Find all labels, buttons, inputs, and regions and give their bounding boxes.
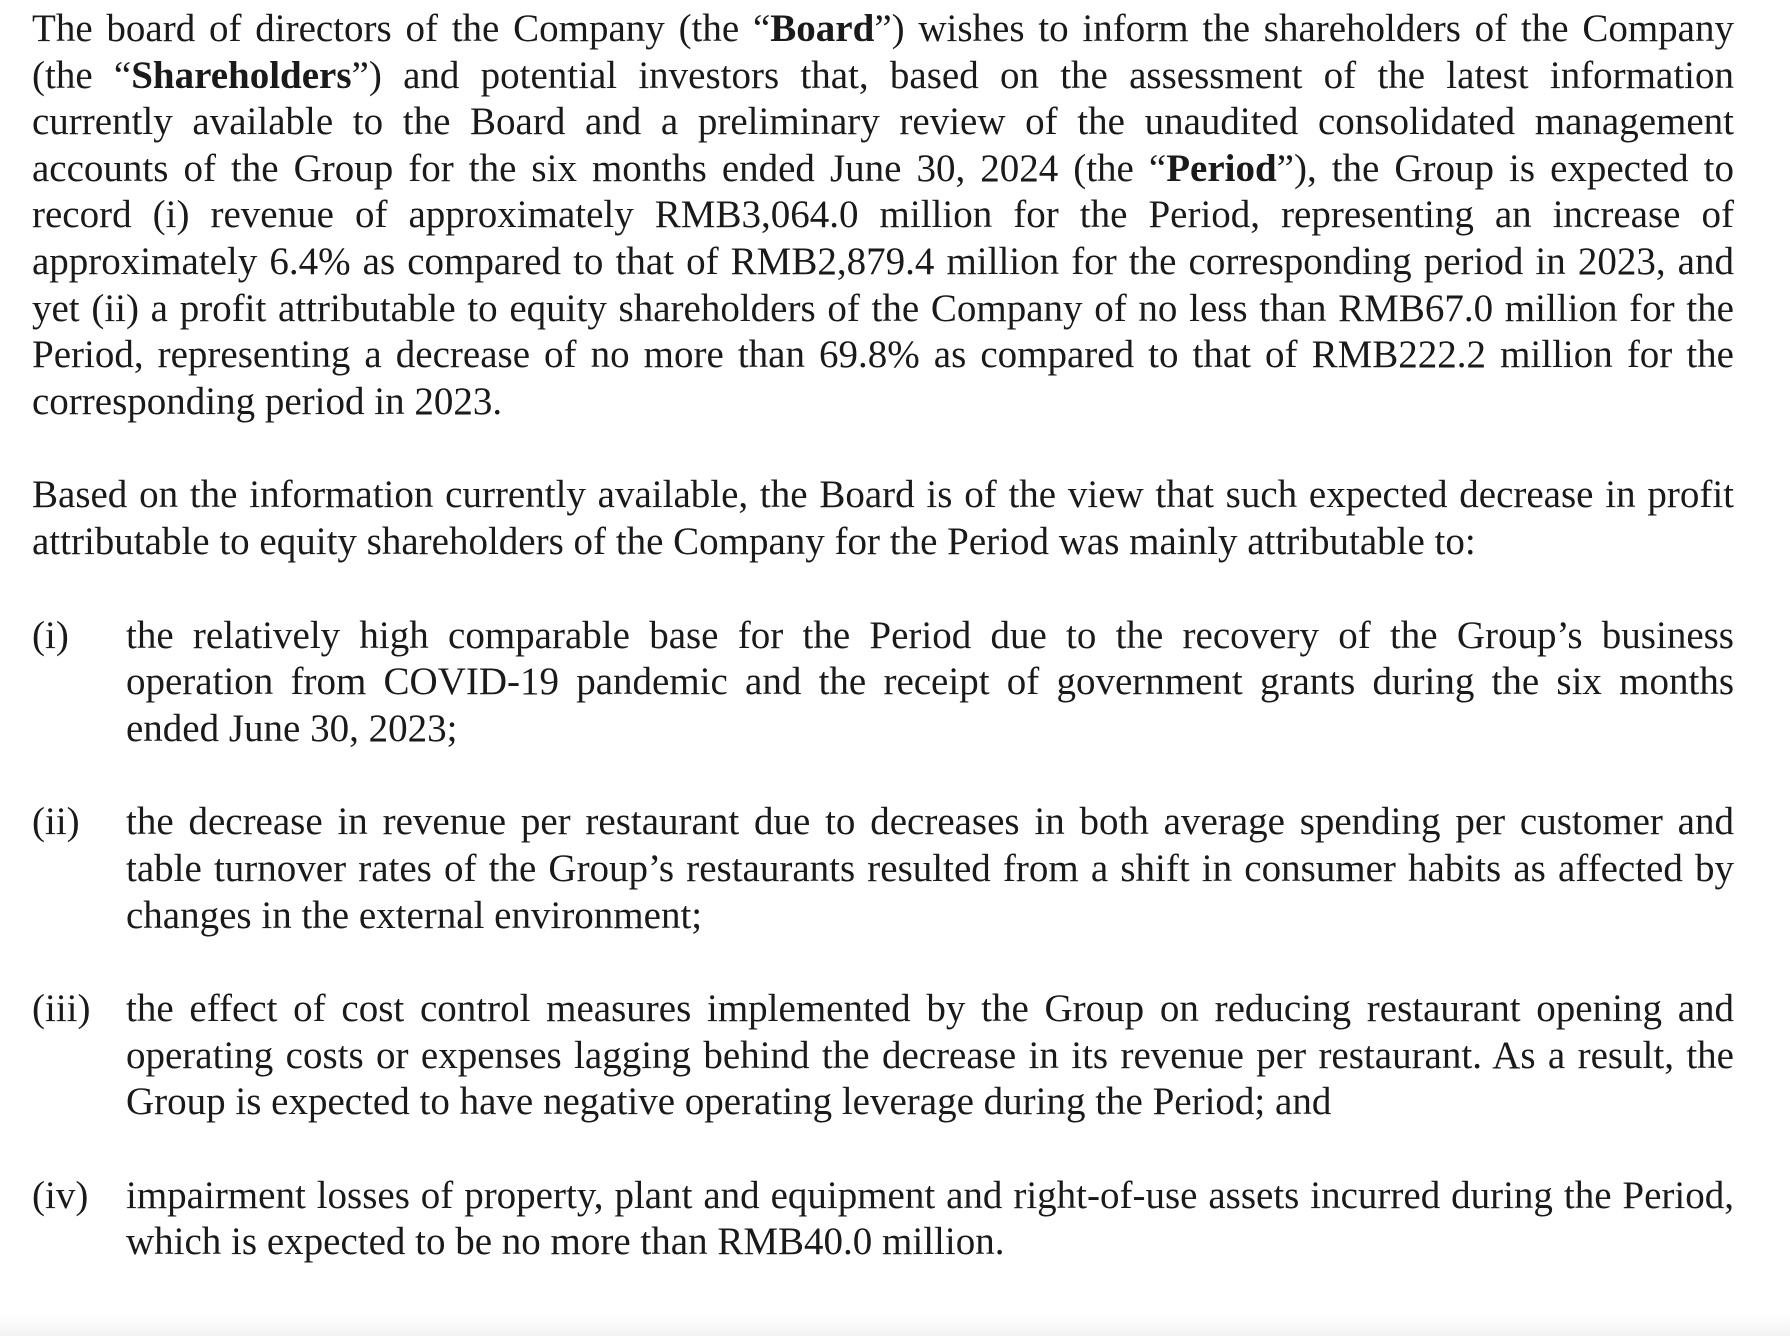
list-item-text: the decrease in revenue per restaurant due to decreases in both average spending per customer and table turnover rates of the Group’s restaurants resulted from a shift in consumer habits as affected by changes in the external environment; — [126, 800, 1734, 937]
intro-text-4: ”), the Group is expected to record (i) revenue of approximately RMB3,064.0 million for the Period, representing an increase of approximately 6.4% as compared to that of RMB2,879.4 million for the corresponding period in 2023, and yet (ii) a profit attributable to equity shareholders of the Company of no less than RMB67.0 million for the Period, representing a decrease of no more than 69.8% as compared to that of RMB222.2 million for the corresponding period in 2023. — [32, 146, 1734, 423]
defined-term-board: Board — [770, 7, 875, 50]
list-item — [32, 799, 1734, 939]
list-marker: (ii) — [32, 800, 80, 844]
document-page — [32, 6, 1734, 1266]
list-item — [32, 613, 1734, 753]
paragraph-intro — [32, 6, 1734, 425]
list-item-text: the relatively high comparable base for the Period due to the recovery of the Group’s business operation from COVID-19 pandemic and the receipt of government grants during the six months ended June 30, 2023; — [126, 613, 1734, 750]
page-bottom-edge — [0, 1314, 1790, 1336]
list-marker: (iii) — [32, 987, 91, 1031]
defined-term-period: Period — [1166, 146, 1277, 190]
list-item-text: the effect of cost control measures implemented by the Group on reducing restaurant opening and operating costs or expenses lagging behind the decrease in its revenue per restaurant. As a result, the Group is expected to have negative operating leverage during the Period; and — [126, 987, 1734, 1124]
list-item-text: impairment losses of property, plant and equipment and right-of-use assets incurred during the Period, which is expected to be no more than RMB40.0 million. — [126, 1173, 1734, 1264]
paragraph-view: Based on the information currently available, the Board is of the view that such expected decrease in profit attributable to equity shareholders of the Company for the Period was mainly attributable to: — [32, 473, 1734, 563]
intro-text-2: ”) wishes to inform the shareholders of the Company (the “ — [32, 7, 1734, 97]
list-item — [32, 1173, 1734, 1266]
list-item — [32, 986, 1734, 1126]
intro-text-3: ”) and potential investors that, based on the assessment of the latest information currently available to the Board and a preliminary review of the unaudited consolidated management accounts of the Group for the six months ended June 30, 2024 (the “ — [32, 53, 1734, 190]
defined-term-shareholders: Shareholders — [131, 53, 352, 97]
list-marker: (iv) — [32, 1173, 89, 1217]
list-marker: (i) — [32, 613, 69, 657]
reasons-list — [32, 613, 1734, 1267]
intro-text-1: The board of directors of the Company (the “ — [32, 7, 771, 50]
